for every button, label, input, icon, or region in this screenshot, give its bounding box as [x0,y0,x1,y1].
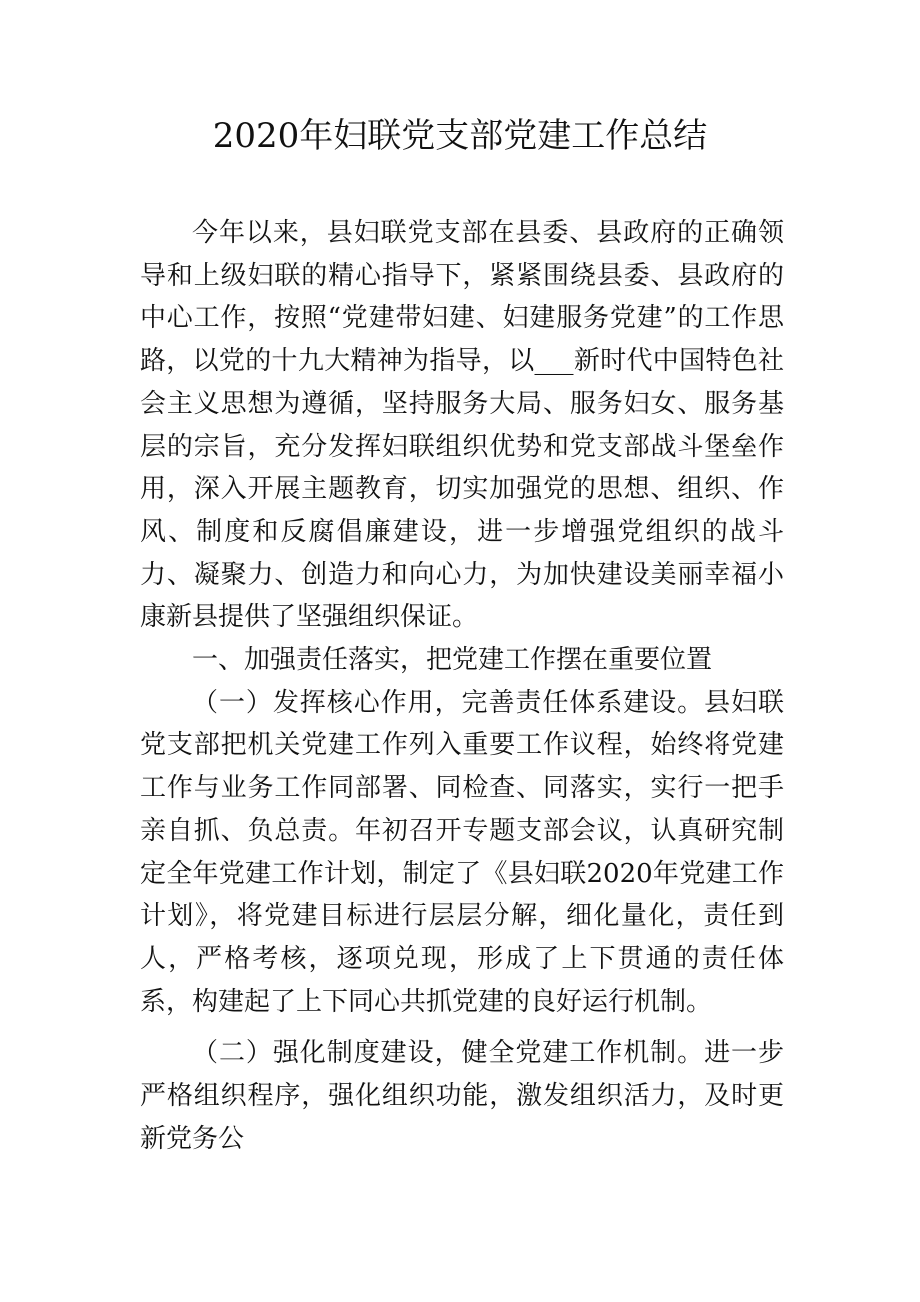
subsection-paragraph-2: （二）强化制度建设，健全党建工作机制。进一步严格组织程序，强化组织功能，激发组织活力，及时更新党务公 [140,1038,784,1154]
intro-paragraph: 今年以来，县妇联党支部在县委、县政府的正确领导和上级妇联的精心指导下，紧紧围绕县委、县政府的中心工作，按照“党建带妇建、妇建服务党建”的工作思路，以党的十九大精神为指导，以___新时代中国特色社会主义思想为遵循，坚持服务大局、服务妇女、服务基层的宗旨，充分发挥妇联组织优势和党支部战斗堡垒作用，深入开展主题教育，切实加强党的思想、组织、作风、制度和反腐倡廉建设，进一步增强党组织的战斗力、凝聚力、创造力和向心力，为加快建设美丽幸福小康新县提供了坚强组织保证。 [140,218,784,633]
subsection-paragraph-1: （一）发挥核心作用，完善责任体系建设。县妇联党支部把机关党建工作列入重要工作议程，始终将党建工作与业务工作同部署、同检查、同落实，实行一把手亲自抓、负总责。年初召开专题支部会议，认真研究制定全年党建工作计划，制定了《县妇联2020年党建工作计划》，将党建目标进行层层分解，细化量化，责任到人，严格考核，逐项兑现，形成了上下贯通的责任体系，构建起了上下同心共抓党建的良好运行机制。 [140,687,784,1017]
section-heading-1: 一、加强责任落实，把党建工作摆在重要位置 [192,645,713,676]
document-title: 2020年妇联党支部党建工作总结 [212,116,708,156]
document-body [140,212,784,1160]
